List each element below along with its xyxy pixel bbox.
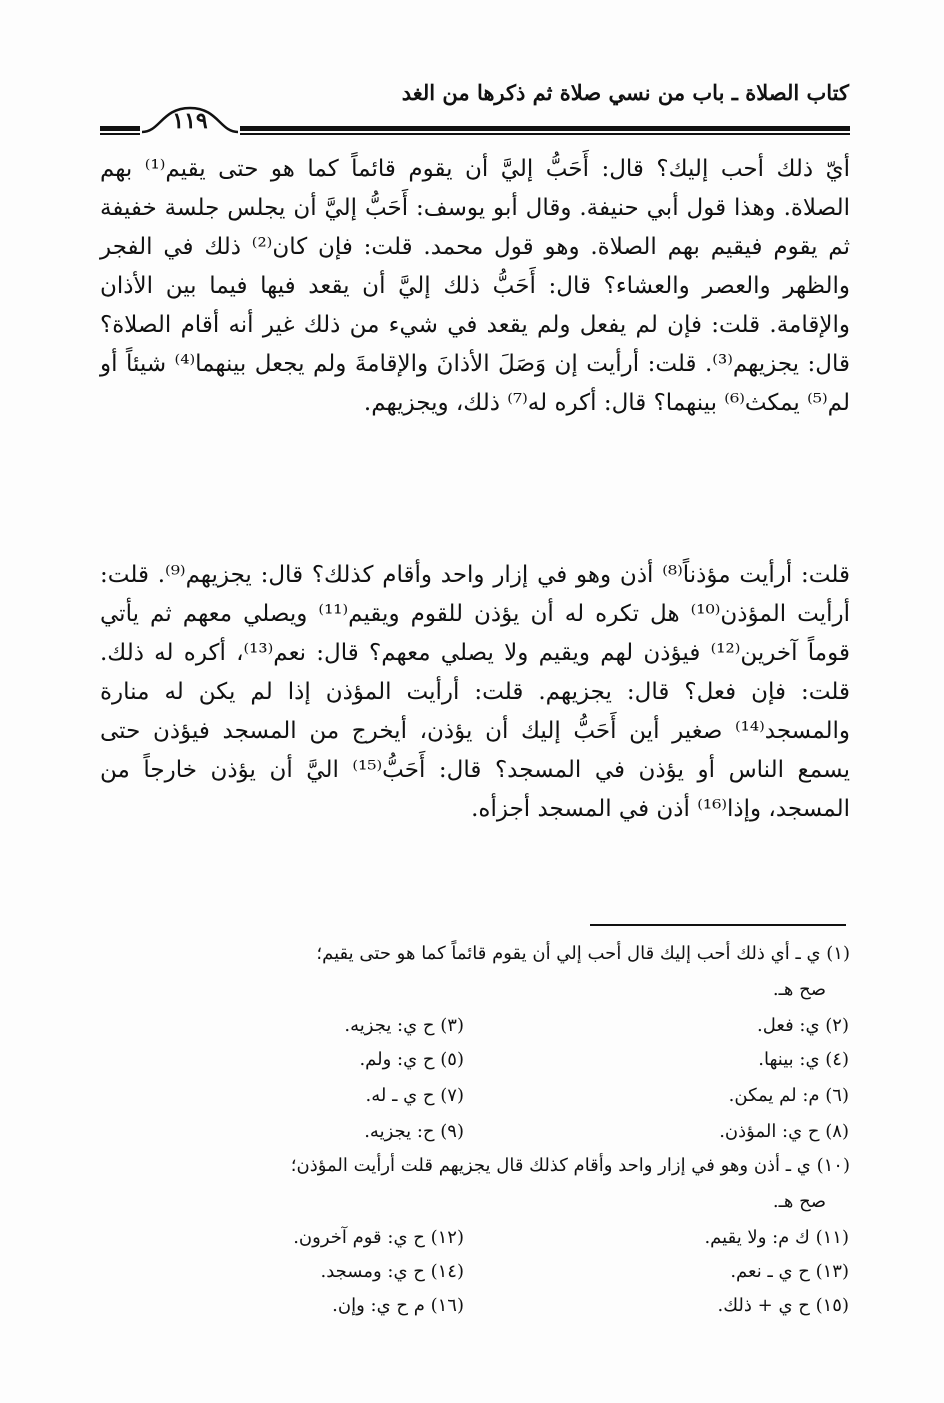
footnote-9: (٩) ح: يجزيه. — [364, 1121, 464, 1142]
footnote-13: (١٣) ح ي ـ نعم. — [730, 1261, 849, 1282]
footnote-11: (١١) ك م: ولا يقيم. — [704, 1227, 849, 1248]
footnote-3: (٣) ح ي: يجزيه. — [344, 1015, 464, 1036]
footnote-7: (٧) ح ي ـ له. — [365, 1085, 464, 1106]
paragraph-2: قلت: أرأيت مؤذناً⁽⁸⁾ أذن وهو في إزار واحد وأقام كذلك؟ قال: يجزيهم⁽⁹⁾. قلت: أرأيت المؤذن⁽¹⁰⁾ هل تكره له أن يؤذن للقوم ويقيم⁽¹¹⁾ ويصلي معهم ثم يأتي قوماً آخرين⁽¹²⁾ فيؤذن لهم ويقيم ولا يصلي معهم؟ قال: نعم⁽¹³⁾، أكره له ذلك. قلت: فإن فعل؟ قال: يجزيهم. قلت: أرأيت المؤذن إذا لم يكن له منارة والمسجد⁽¹⁴⁾ صغير أين أَحَبُّ إليك أن يؤذن، أيخرج من المسجد فيؤذن حتى يسمع الناس أو يؤذن في المسجد؟ قال: أَحَبُّ⁽¹⁵⁾ اليَّ أن يؤذن خارجاً من المسجد، وإذا⁽¹⁶⁾ أذن في المسجد أجزأه. — [100, 562, 851, 822]
footnote-4: (٤) ي: بينها. — [758, 1049, 849, 1070]
footnote-1: (١) ي ـ أي ذلك أحب إليك قال أحب إلي أن يقوم قائماً كما هو حتى يقيم؛ — [316, 943, 850, 964]
footnote-14: (١٤) ح ي: ومسجد. — [320, 1261, 464, 1282]
footnote-12: (١٢) ح ي: قوم آخرون. — [293, 1227, 464, 1248]
page-number: ١١٩ — [172, 108, 208, 134]
paragraph-1: أيّ ذلك أحب إليك؟ قال: أَحَبُّ إليَّ أن يقوم قائماً كما هو حتى يقيم⁽¹⁾ بهم الصلاة. وهذا قول أبي حنيفة. وقال أبو يوسف: أَحَبُّ إليَّ أن يجلس جلسة خفيفة ثم يقوم فيقيم بهم الصلاة. وهو قول محمد. قلت: فإن كان⁽²⁾ ذلك في الفجر والظهر والعصر والعشاء؟ قال: أَحَبُّ ذلك إليَّ أن يقعد فيها فيما بين الأذان والإقامة. قلت: فإن لم يفعل ولم يقعد في شيء من ذلك غير أنه أقام الصلاة؟ قال: يجزيهم⁽³⁾. قلت: أرأيت إن وَصَلَ الأذانَ والإقامةَ ولم يجعل بينهما⁽⁴⁾ شيئاً أو لم⁽⁵⁾ يمكث⁽⁶⁾ بينهما؟ قال: أكره له⁽⁷⁾ ذلك، ويجزيهم. — [100, 156, 851, 416]
footnote-2: (٢) ي: فعل. — [757, 1015, 849, 1036]
footnote-10: (١٠) ي ـ أذن وهو في إزار واحد وأقام كذلك قال يجزيهم قلت أرأيت المؤذن؛ — [290, 1155, 850, 1176]
footnote-6: (٦) م: لم يمكن. — [728, 1085, 849, 1106]
running-header: كتاب الصلاة ـ باب من نسي صلاة ثم ذكرها من الغد — [401, 80, 849, 105]
footnote-8: (٨) ح ي: المؤذن. — [719, 1121, 849, 1142]
footnote-1-cont: صح هـ. — [772, 979, 826, 1000]
footnote-separator — [590, 924, 846, 926]
footnote-10-cont: صح هـ. — [772, 1191, 826, 1212]
page-number-badge — [140, 104, 240, 140]
footnote-5: (٥) ح ي: ولم. — [359, 1049, 464, 1070]
footnote-15: (١٥) ح ي + ذلك. — [717, 1295, 849, 1316]
footnote-16: (١٦) م ح ي: وإن. — [332, 1295, 464, 1316]
